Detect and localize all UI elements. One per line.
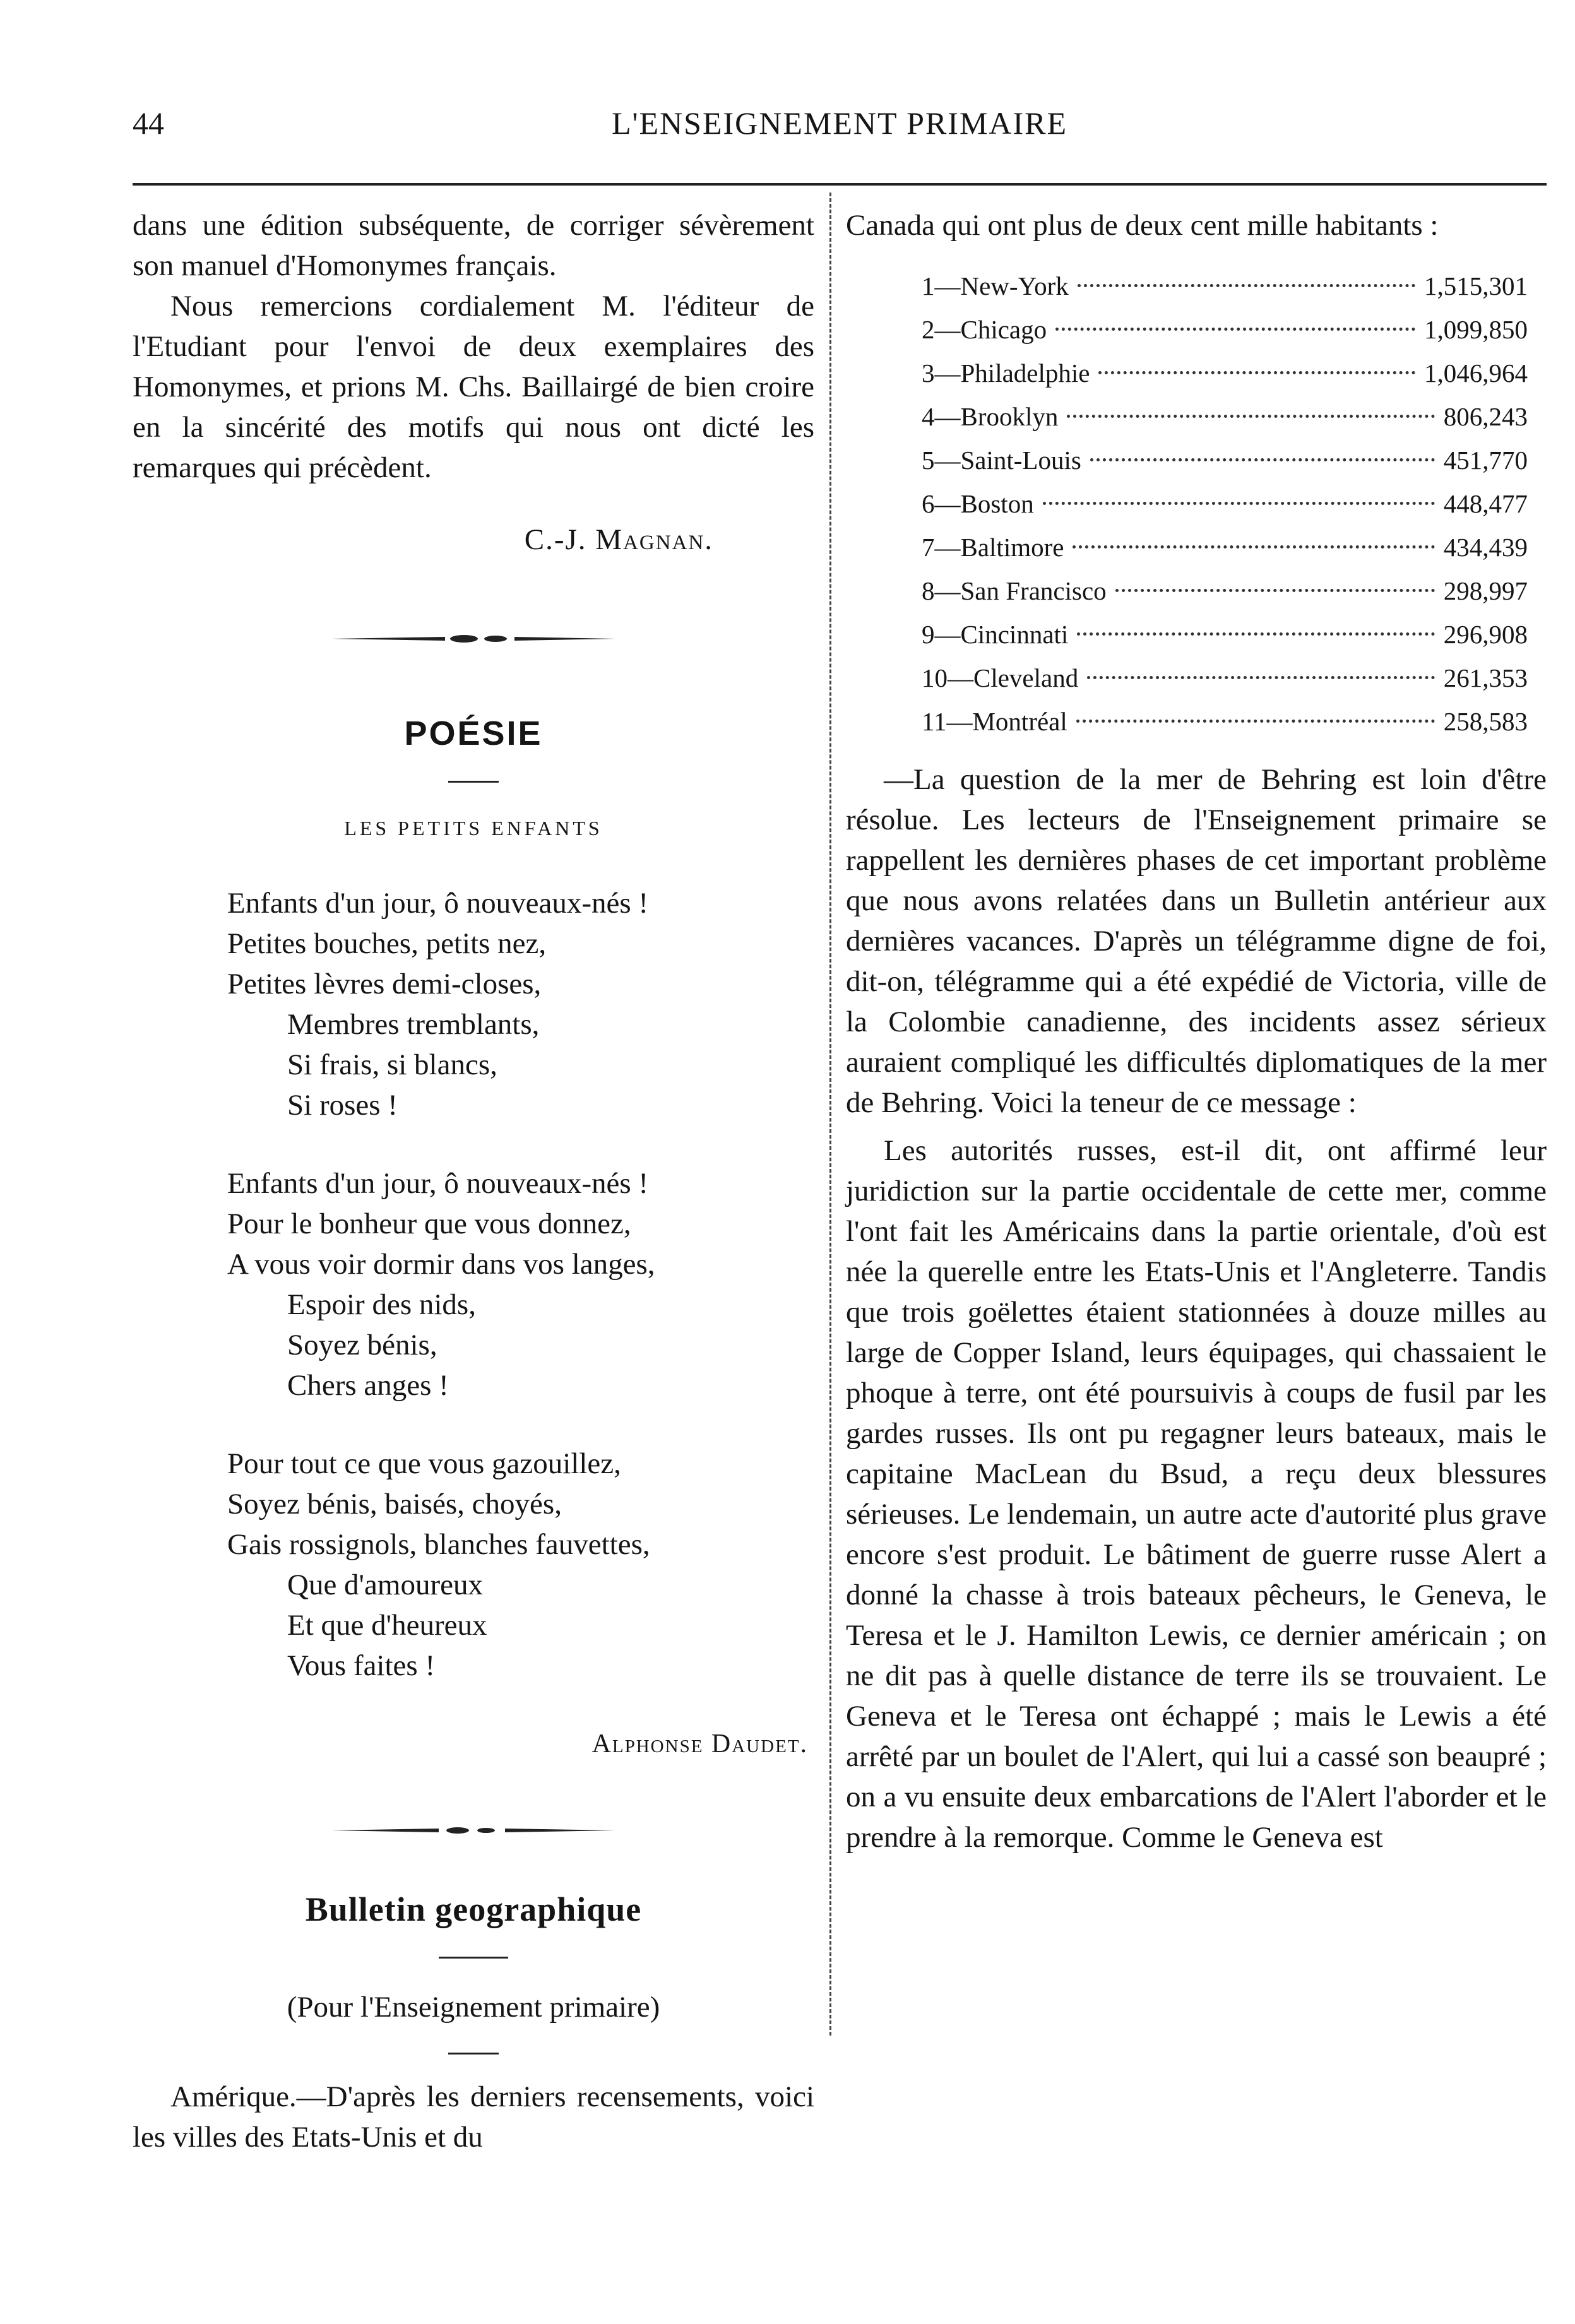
list-item [922,395,1528,439]
verse: Soyez bénis, baisés, choyés, [227,1488,562,1521]
verse: Enfants d'un jour, ô nouveaux-nés ! [227,1167,649,1200]
verse: Soyez bénis, [287,1329,437,1361]
short-rule [439,1957,508,1959]
city-name: 10—Cleveland [922,663,1079,692]
column-divider [829,193,831,2036]
city-population: 298,997 [1443,576,1528,605]
verse: Et que d'heureux [287,1609,487,1642]
verse: Pour tout ce que vous gazouillez, [227,1447,621,1480]
list-item [922,264,1528,308]
dot-leader [1078,284,1415,287]
section-title-bulletin: Bulletin geographique [305,1890,642,1928]
list-item [922,700,1528,744]
verse: A vous voir dormir dans vos langes, [227,1248,655,1281]
list-item [922,439,1528,482]
dot-leader [1043,502,1435,505]
short-rule [448,781,499,783]
signature-magnan: C.-J. Magnan. [524,523,713,556]
city-name: 6—Boston [922,489,1034,518]
city-population: 806,243 [1443,402,1528,431]
dot-leader [1073,545,1434,548]
paragraph-canada-cont: Canada qui ont plus de deux cent mille habitants : [846,209,1439,242]
dot-leader [1090,458,1435,461]
city-population: 296,908 [1443,620,1528,649]
city-name: 2—Chicago [922,315,1047,344]
verse: Petites lèvres demi-closes, [227,968,542,1000]
cities-list [846,264,1547,744]
verse: Pour le bonheur que vous donnez, [227,1207,631,1240]
dot-leader [1115,589,1435,592]
verse: Gais rossignols, blanches fauvettes, [227,1528,650,1561]
stanza-2 [133,1163,814,1406]
paragraph-behring: —La question de la mer de Behring est loin d'être résolue. Les lecteurs de l'Enseignement primaire se rappellent les dernières phases de cet important problème que nous avons relatées dans un Bulletin antérieur aux dernières vacances. D'après un télégramme digne de foi, dit-on, télégramme qui a été expédié de Victoria, ville de la Colombie canadienne, des incidents assez sérieux auraient compliqué les difficultés diplomatiques de la mer de Behring. Voici la teneur de ce message : [846,763,1547,1119]
verse: Espoir des nids, [287,1288,476,1321]
verse: Si roses ! [287,1089,398,1122]
verse: Vous faites ! [287,1649,436,1682]
list-item [922,482,1528,526]
dot-leader [1077,632,1434,636]
city-name: 7—Baltimore [922,533,1064,562]
list-item [922,308,1528,352]
city-population: 258,583 [1443,707,1528,736]
signature-daudet: Alphonse Daudet. [591,1729,808,1758]
city-name: 11—Montréal [922,707,1067,736]
city-population: 451,770 [1443,446,1528,475]
left-column [133,205,814,2157]
verse: Petites bouches, petits nez, [227,927,547,960]
stanza-3 [133,1444,814,1686]
city-name: 3—Philadelphie [922,359,1090,388]
dot-leader [1055,328,1415,331]
paragraph-amerique: Amérique.—D'après les derniers recensements, voici les villes des Etats-Unis et du [133,2080,814,2154]
page-number: 44 [133,105,164,141]
short-rule [448,2053,499,2054]
dot-leader [1067,415,1434,418]
verse: Chers anges ! [287,1369,449,1402]
city-name: 8—San Francisco [922,576,1107,605]
stanza-1 [133,883,814,1125]
dot-leader [1098,371,1415,374]
right-column [846,205,1547,1858]
paragraph-remerciements: Nous remercions cordialement M. l'éditeur de l'Etudiant pour l'envoi de deux exemplaires des Homonymes, et prions M. Chs. Baillairgé de bien croire en la sincérité des motifs qui nous ont dicté les remarques qui précèdent. [133,290,814,484]
verse: Membres tremblants, [287,1008,540,1041]
dot-leader [1076,720,1435,723]
list-item [922,352,1528,395]
header-rule [133,183,1547,186]
city-name: 5—Saint-Louis [922,446,1081,475]
city-population: 1,046,964 [1424,359,1528,388]
section-title-poesie: POÉSIE [404,714,543,752]
verse: Enfants d'un jour, ô nouveaux-nés ! [227,887,649,920]
paragraph-message: Les autorités russes, est-il dit, ont affirmé leur juridiction sur la partie occidentale de cette mer, comme l'ont fait les Américains dans la partie orientale, d'où est née la querelle entre les Etats-Unis et l'Angleterre. Tandis que trois goëlettes étaient stationnées à douze milles au large de Copper Island, leurs équipages, qui chassaient le phoque à terre, ont été poursuivis à coups de fusil par les gardes russes. Ils ont pu regagner leurs bateaux, mais le capitaine MacLean du Bsud, a reçu deux blessures sérieuses. Le lendemain, un autre acte d'autorité plus grave encore s'est produit. Le bâtiment de guerre russe Alert a donné la chasse à trois bateaux pêcheurs, le Geneva, le Teresa et le J. Hamilton Lewis, ce dernier américain ; on ne dit pas à quelle distance de terre ils se trouvaient. Le Geneva et le Teresa ont échappé ; mais le Lewis a été arrêté par un boulet de l'Alert, qui lui a cassé son beaupré ; on a vu ensuite deux embarcations de l'Alert l'aborder et le prendre à la remorque. Comme le Geneva est [846,1134,1547,1854]
ornament-divider [331,632,615,645]
ornament-divider [331,1824,615,1837]
list-item [922,526,1528,569]
paragraph-homonymes-end: dans une édition subséquente, de corriger sévèrement son manuel d'Homonymes français. [133,209,814,282]
city-population: 261,353 [1443,663,1528,692]
city-population: 1,099,850 [1424,315,1528,344]
city-name: 9—Cincinnati [922,620,1069,649]
city-name: 1—New-York [922,271,1069,300]
verse: Si frais, si blancs, [287,1048,497,1081]
dot-leader [1087,676,1435,679]
city-population: 434,439 [1443,533,1528,562]
city-population: 448,477 [1443,489,1528,518]
list-item [922,569,1528,613]
city-name: 4—Brooklyn [922,402,1059,431]
list-item [922,613,1528,656]
poem-title: LES PETITS ENFANTS [344,817,603,839]
list-item [922,656,1528,700]
running-title: L'ENSEIGNEMENT PRIMAIRE [611,105,1068,141]
verse: Que d'amoureux [287,1568,483,1601]
source-note: (Pour l'Enseignement primaire) [287,1991,660,2024]
city-population: 1,515,301 [1424,271,1528,300]
